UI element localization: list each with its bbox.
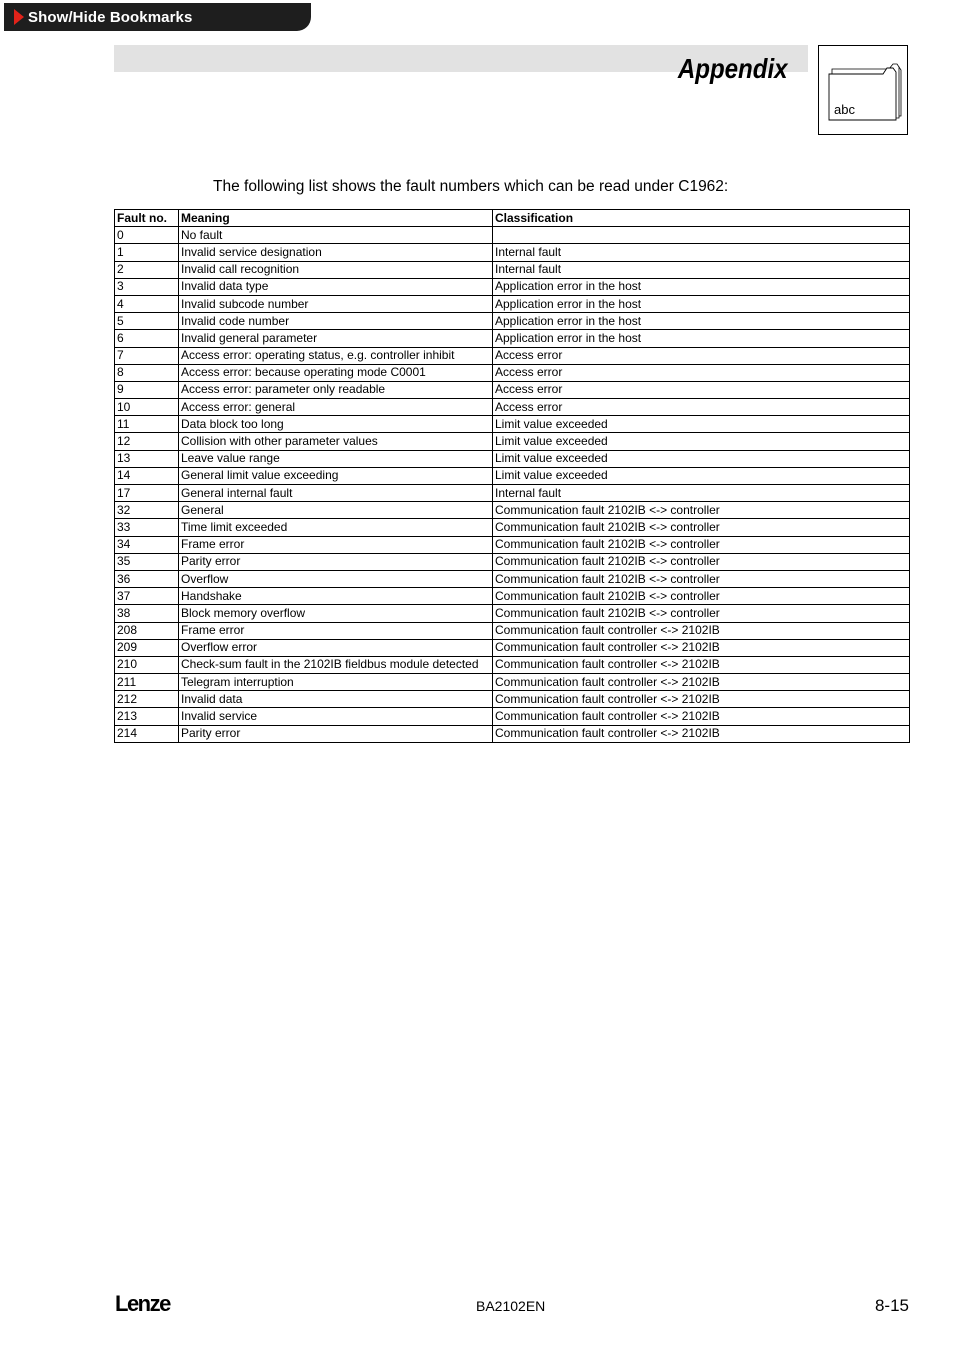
classification-cell: Limit value exceeded [493, 433, 910, 450]
classification-cell: Access error [493, 381, 910, 398]
fault-number-cell: 7 [115, 347, 179, 364]
fault-number-cell: 12 [115, 433, 179, 450]
fault-number-cell: 0 [115, 227, 179, 244]
fault-number-cell: 33 [115, 519, 179, 536]
classification-cell: Communication fault 2102IB <-> controller [493, 588, 910, 605]
meaning-cell: Access error: operating status, e.g. controller inhibit [179, 347, 493, 364]
table-row [115, 347, 910, 364]
classification-cell: Communication fault controller <-> 2102IB [493, 708, 910, 725]
table-row [115, 708, 910, 725]
meaning-cell: Telegram interruption [179, 674, 493, 691]
classification-cell: Communication fault controller <-> 2102IB [493, 639, 910, 656]
meaning-cell: Leave value range [179, 450, 493, 467]
meaning-cell: Frame error [179, 622, 493, 639]
classification-cell: Application error in the host [493, 313, 910, 330]
fault-number-cell: 13 [115, 450, 179, 467]
table-row [115, 674, 910, 691]
classification-cell: Limit value exceeded [493, 450, 910, 467]
fault-number-cell: 8 [115, 364, 179, 381]
column-header: Classification [493, 210, 910, 227]
classification-cell [493, 227, 910, 244]
fault-number-cell: 214 [115, 725, 179, 742]
folder-stack-icon [819, 46, 909, 136]
table-row [115, 622, 910, 639]
fault-number-cell: 5 [115, 313, 179, 330]
classification-cell: Application error in the host [493, 278, 910, 295]
fault-number-cell: 11 [115, 416, 179, 433]
fault-number-cell: 34 [115, 536, 179, 553]
classification-cell: Communication fault 2102IB <-> controller [493, 553, 910, 570]
table-row [115, 244, 910, 261]
intro-text: The following list shows the fault numbers which can be read under C1962: [213, 178, 729, 195]
fault-number-cell: 35 [115, 553, 179, 570]
fault-number-cell: 2 [115, 261, 179, 278]
triangle-right-icon [14, 9, 24, 25]
classification-cell: Access error [493, 347, 910, 364]
meaning-cell: Block memory overflow [179, 605, 493, 622]
meaning-cell: Data block too long [179, 416, 493, 433]
fault-number-cell: 3 [115, 278, 179, 295]
classification-cell: Communication fault controller <-> 2102IB [493, 674, 910, 691]
classification-cell: Application error in the host [493, 295, 910, 312]
table-row [115, 381, 910, 398]
column-header: Meaning [179, 210, 493, 227]
classification-cell: Communication fault controller <-> 2102IB [493, 622, 910, 639]
meaning-cell: Invalid subcode number [179, 295, 493, 312]
meaning-cell: General limit value exceeding [179, 467, 493, 484]
fault-number-cell: 4 [115, 295, 179, 312]
meaning-cell: General [179, 502, 493, 519]
table-row [115, 519, 910, 536]
classification-cell: Internal fault [493, 485, 910, 502]
table-row [115, 467, 910, 484]
page-title: Appendix [678, 53, 788, 84]
document-id: BA2102EN [476, 1298, 546, 1314]
fault-number-cell: 10 [115, 399, 179, 416]
bookmarks-label: Show/Hide Bookmarks [28, 8, 193, 26]
table-row [115, 261, 910, 278]
classification-cell: Access error [493, 399, 910, 416]
meaning-cell: Parity error [179, 725, 493, 742]
tab-label: abc [834, 102, 855, 117]
classification-cell: Communication fault 2102IB <-> controller [493, 536, 910, 553]
fault-number-cell: 37 [115, 588, 179, 605]
table-row [115, 502, 910, 519]
table-row [115, 485, 910, 502]
fault-number-cell: 17 [115, 485, 179, 502]
fault-table [114, 209, 910, 743]
table-row [115, 725, 910, 742]
meaning-cell: Invalid service designation [179, 244, 493, 261]
classification-cell: Application error in the host [493, 330, 910, 347]
meaning-cell: Invalid service [179, 708, 493, 725]
fault-number-cell: 9 [115, 381, 179, 398]
fault-number-cell: 212 [115, 691, 179, 708]
table-row [115, 227, 910, 244]
classification-cell: Limit value exceeded [493, 467, 910, 484]
meaning-cell: Invalid data type [179, 278, 493, 295]
table-row [115, 295, 910, 312]
meaning-cell: Invalid general parameter [179, 330, 493, 347]
classification-cell: Internal fault [493, 244, 910, 261]
show-hide-bookmarks-button[interactable] [4, 3, 311, 31]
table-row [115, 330, 910, 347]
table-row [115, 433, 910, 450]
classification-cell: Limit value exceeded [493, 416, 910, 433]
meaning-cell: No fault [179, 227, 493, 244]
fault-number-cell: 6 [115, 330, 179, 347]
table-row [115, 639, 910, 656]
meaning-cell: Check-sum fault in the 2102IB fieldbus module detected [179, 656, 493, 673]
meaning-cell: Access error: because operating mode C0001 [179, 364, 493, 381]
meaning-cell: Access error: general [179, 399, 493, 416]
meaning-cell: Parity error [179, 553, 493, 570]
table-row [115, 536, 910, 553]
fault-number-cell: 14 [115, 467, 179, 484]
fault-number-cell: 209 [115, 639, 179, 656]
meaning-cell: Overflow [179, 570, 493, 587]
classification-cell: Internal fault [493, 261, 910, 278]
fault-number-cell: 208 [115, 622, 179, 639]
column-header: Fault no. [115, 210, 179, 227]
table-row [115, 691, 910, 708]
folder-tab-box [818, 45, 908, 135]
fault-number-cell: 32 [115, 502, 179, 519]
fault-number-cell: 38 [115, 605, 179, 622]
fault-number-cell: 213 [115, 708, 179, 725]
meaning-cell: General internal fault [179, 485, 493, 502]
table-row [115, 364, 910, 381]
meaning-cell: Time limit exceeded [179, 519, 493, 536]
lenze-logo: Lenze [115, 1291, 170, 1316]
meaning-cell: Invalid code number [179, 313, 493, 330]
meaning-cell: Access error: parameter only readable [179, 381, 493, 398]
classification-cell: Communication fault controller <-> 2102IB [493, 656, 910, 673]
classification-cell: Access error [493, 364, 910, 381]
table-row [115, 399, 910, 416]
meaning-cell: Collision with other parameter values [179, 433, 493, 450]
fault-number-cell: 1 [115, 244, 179, 261]
classification-cell: Communication fault 2102IB <-> controller [493, 570, 910, 587]
table-row [115, 278, 910, 295]
page-number: 8-15 [874, 1296, 909, 1315]
table-header-row [115, 210, 910, 227]
table-row [115, 553, 910, 570]
table-row [115, 656, 910, 673]
meaning-cell: Frame error [179, 536, 493, 553]
fault-number-cell: 210 [115, 656, 179, 673]
table-row [115, 570, 910, 587]
classification-cell: Communication fault 2102IB <-> controller [493, 605, 910, 622]
classification-cell: Communication fault controller <-> 2102IB [493, 725, 910, 742]
meaning-cell: Invalid data [179, 691, 493, 708]
fault-number-cell: 211 [115, 674, 179, 691]
classification-cell: Communication fault controller <-> 2102IB [493, 691, 910, 708]
table-row [115, 416, 910, 433]
table-row [115, 588, 910, 605]
table-row [115, 605, 910, 622]
fault-number-cell: 36 [115, 570, 179, 587]
classification-cell: Communication fault 2102IB <-> controller [493, 519, 910, 536]
table-row [115, 450, 910, 467]
table-row [115, 313, 910, 330]
classification-cell: Communication fault 2102IB <-> controller [493, 502, 910, 519]
meaning-cell: Invalid call recognition [179, 261, 493, 278]
meaning-cell: Handshake [179, 588, 493, 605]
meaning-cell: Overflow error [179, 639, 493, 656]
